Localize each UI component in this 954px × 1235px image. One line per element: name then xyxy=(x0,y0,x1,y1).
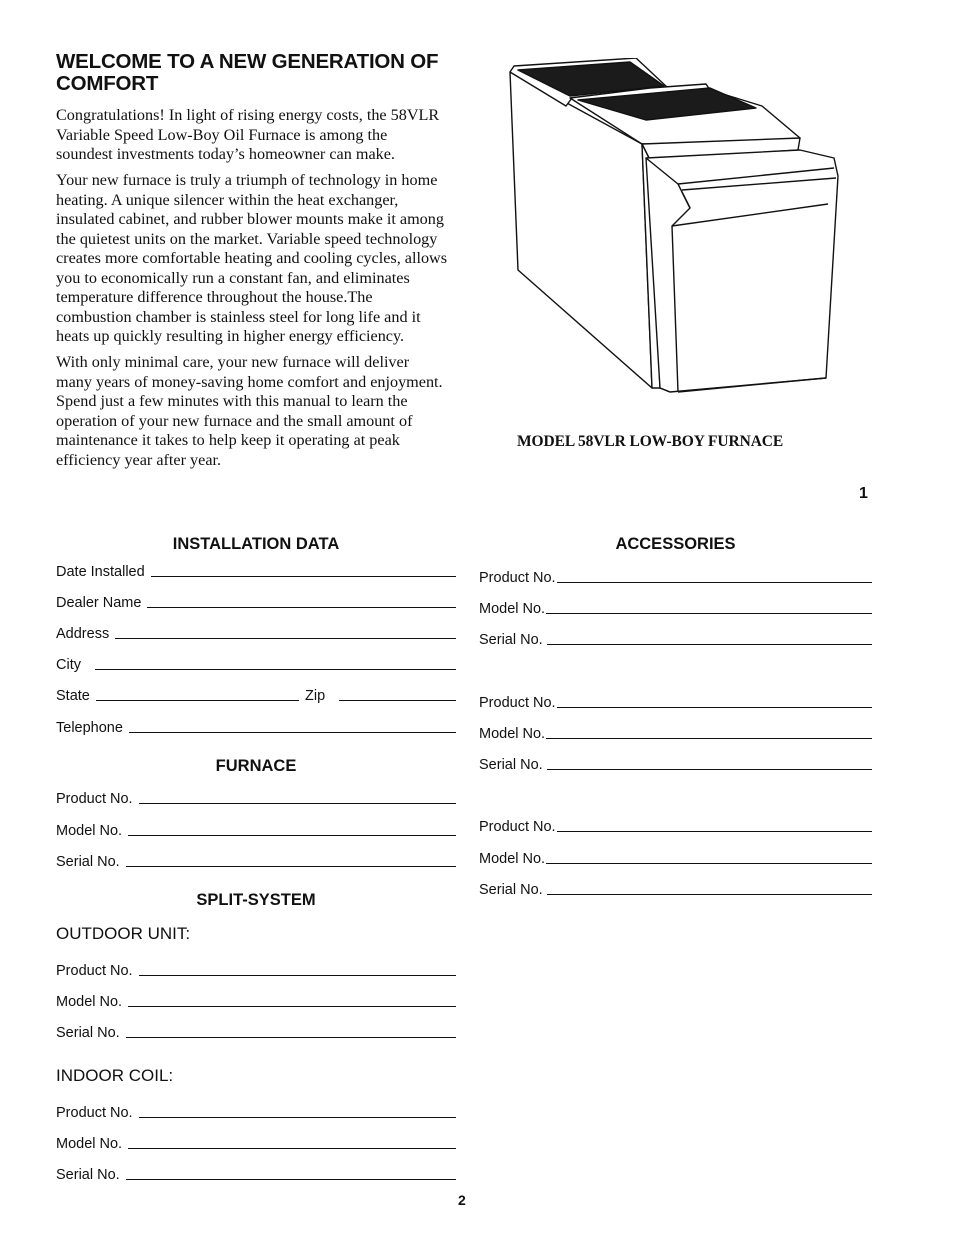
fill-line[interactable] xyxy=(546,613,872,614)
field-label: Model No. xyxy=(56,1136,123,1152)
field-label: Product No. xyxy=(479,570,556,586)
fill-line[interactable] xyxy=(557,582,872,583)
field-label: State xyxy=(56,688,90,704)
accessory-3-serial-field[interactable] xyxy=(479,878,872,898)
fill-line[interactable] xyxy=(139,975,456,976)
outdoor-product-field[interactable] xyxy=(56,959,456,979)
fill-line[interactable] xyxy=(126,1179,456,1180)
fill-line[interactable] xyxy=(129,732,456,733)
indoor-product-field[interactable] xyxy=(56,1101,456,1121)
field-label: Serial No. xyxy=(56,1167,120,1183)
fill-line[interactable] xyxy=(547,769,872,770)
field-label: Address xyxy=(56,626,110,642)
field-label: Product No. xyxy=(56,791,133,807)
fill-line[interactable] xyxy=(546,738,872,739)
field-label: City xyxy=(56,657,81,673)
furnace-title: FURNACE xyxy=(215,757,297,775)
zip-field[interactable] xyxy=(305,684,456,704)
fill-line[interactable] xyxy=(147,607,456,608)
fill-line[interactable] xyxy=(547,894,872,895)
furnace-drawing xyxy=(500,58,860,408)
fill-line[interactable] xyxy=(139,1117,456,1118)
fill-line[interactable] xyxy=(546,863,872,864)
accessories-title: ACCESSORIES xyxy=(615,535,736,553)
fill-line[interactable] xyxy=(139,803,456,804)
intro-text xyxy=(56,106,448,477)
fill-line[interactable] xyxy=(339,700,456,701)
fill-line[interactable] xyxy=(126,1037,456,1038)
figure-number: 1 xyxy=(859,485,868,502)
fill-line[interactable] xyxy=(557,831,872,832)
fill-line[interactable] xyxy=(96,700,299,701)
furnace-product-field[interactable] xyxy=(56,787,456,807)
indoor-coil-title: INDOOR COIL: xyxy=(56,1066,174,1085)
field-label: Serial No. xyxy=(479,757,543,773)
figure-caption: MODEL 58VLR LOW-BOY FURNACE xyxy=(517,433,784,450)
indoor-model-field[interactable] xyxy=(56,1132,456,1152)
dealer-name-field[interactable] xyxy=(56,591,456,611)
telephone-field[interactable] xyxy=(56,716,456,736)
page-title: WELCOME TO A NEW GENERATION OF COMFORT xyxy=(56,50,439,95)
field-label: Model No. xyxy=(479,851,546,867)
outdoor-unit-title: OUTDOOR UNIT: xyxy=(56,924,191,943)
fill-line[interactable] xyxy=(151,576,456,577)
field-label: Product No. xyxy=(479,695,556,711)
fill-line[interactable] xyxy=(557,707,872,708)
field-label: Product No. xyxy=(479,819,556,835)
intro-paragraph: Congratulations! In light of rising energy costs, the 58VLR Variable Speed Low-Boy Oil Furnace is among the soundest investments today’s homeowner can make. xyxy=(56,106,440,163)
field-label: Model No. xyxy=(56,823,123,839)
date-installed-field[interactable] xyxy=(56,560,456,580)
field-label: Model No. xyxy=(56,994,123,1010)
indoor-serial-field[interactable] xyxy=(56,1163,456,1183)
furnace-serial-field[interactable] xyxy=(56,850,456,870)
accessory-1-serial-field[interactable] xyxy=(479,628,872,648)
field-label: Product No. xyxy=(56,963,133,979)
accessory-3-product-field[interactable] xyxy=(479,815,872,835)
furnace-model-field[interactable] xyxy=(56,819,456,839)
field-label: Serial No. xyxy=(479,882,543,898)
accessory-1-product-field[interactable] xyxy=(479,566,872,586)
accessory-2-model-field[interactable] xyxy=(479,722,872,742)
outdoor-model-field[interactable] xyxy=(56,990,456,1010)
outdoor-serial-field[interactable] xyxy=(56,1021,456,1041)
field-label: Date Installed xyxy=(56,564,145,580)
fill-line[interactable] xyxy=(126,866,456,867)
accessory-3-model-field[interactable] xyxy=(479,847,872,867)
fill-line[interactable] xyxy=(115,638,456,639)
field-label: Zip xyxy=(305,688,326,704)
split-system-title: SPLIT-SYSTEM xyxy=(196,891,316,909)
fill-line[interactable] xyxy=(95,669,456,670)
address-field[interactable] xyxy=(56,622,456,642)
intro-paragraph: Your new furnace is truly a triumph of technology in home heating. A unique silencer within the heat exchanger, insulated cabinet, and rubber blower mounts make it among the quietest units on the market. Variable speed technology creates more comfortable heating and cooling cycles, allows you to economically run a constant fan, and eliminates temperature difference throughout the house.The combustion chamber is stainless steel for long life and it heats up quickly resulting in higher energy efficiency. xyxy=(56,171,448,345)
field-label: Dealer Name xyxy=(56,595,142,611)
fill-line[interactable] xyxy=(128,1006,456,1007)
field-label: Product No. xyxy=(56,1105,133,1121)
field-label: Serial No. xyxy=(56,854,120,870)
state-field[interactable] xyxy=(56,684,299,704)
accessory-1-model-field[interactable] xyxy=(479,597,872,617)
field-label: Serial No. xyxy=(479,632,543,648)
fill-line[interactable] xyxy=(128,1148,456,1149)
field-label: Serial No. xyxy=(56,1025,120,1041)
field-label: Model No. xyxy=(479,726,546,742)
installation-data-title: INSTALLATION DATA xyxy=(172,535,340,553)
city-field[interactable] xyxy=(56,653,456,673)
intro-paragraph: With only minimal care, your new furnace will deliver many years of money-saving home comfort and enjoyment. Spend just a few minutes with this manual to learn the operation of your new furnace and the small amount of maintenance it takes to help keep it operating at peak efficiency year after year. xyxy=(56,353,443,469)
field-label: Model No. xyxy=(479,601,546,617)
page-number: 2 xyxy=(458,1192,466,1208)
accessory-2-serial-field[interactable] xyxy=(479,753,872,773)
field-label: Telephone xyxy=(56,720,123,736)
fill-line[interactable] xyxy=(547,644,872,645)
fill-line[interactable] xyxy=(128,835,456,836)
accessory-2-product-field[interactable] xyxy=(479,691,872,711)
furnace-illustration xyxy=(500,58,860,408)
